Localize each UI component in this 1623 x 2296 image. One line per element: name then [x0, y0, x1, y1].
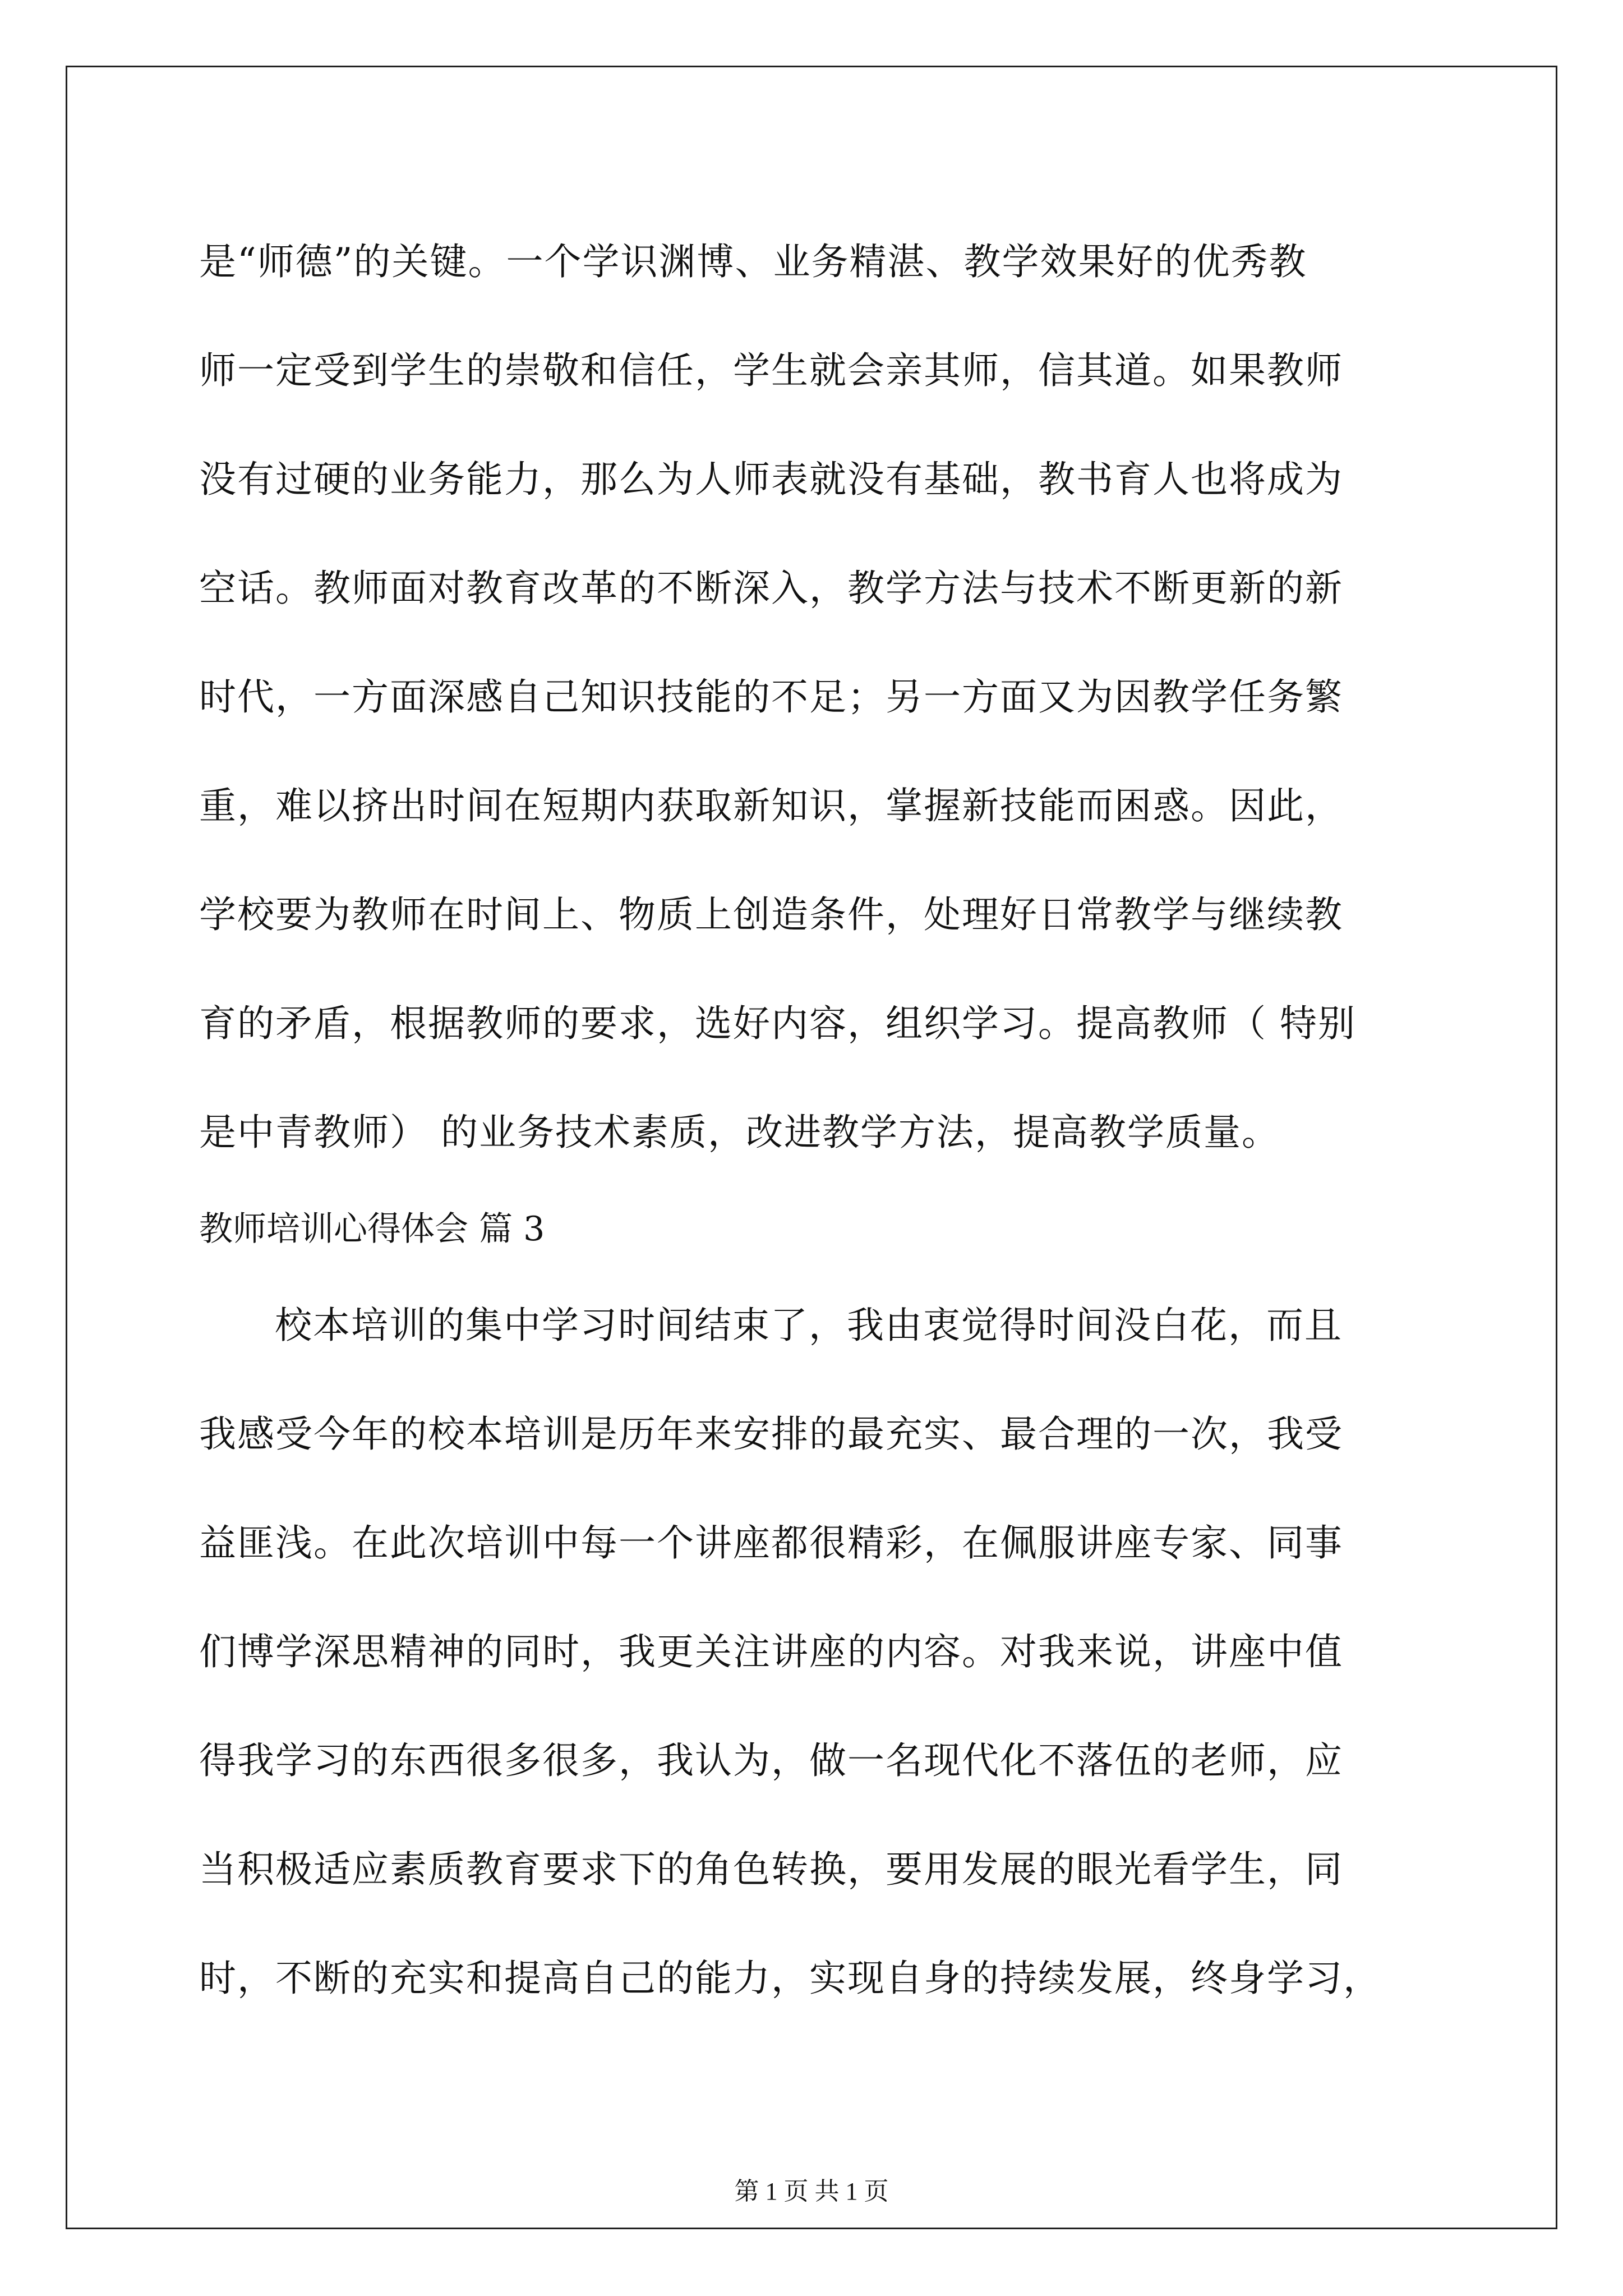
text-line: 育的矛盾，根据教师的要求，选好内容，组织学习。提高教师（ 特别 — [199, 1002, 1356, 1045]
text-line: 益匪浅。在此次培训中每一个讲座都很精彩，在佩服讲座专家、同事 — [199, 1521, 1343, 1565]
text-line: 是“师德”的关键。一个学识渊博、业务精湛、教学效果好的优秀教 — [199, 240, 1307, 283]
text-line: 得我学习的东西很多很多，我认为，做一名现代化不落伍的老师，应 — [199, 1739, 1343, 1782]
text-line: 师一定受到学生的崇敬和信任，学生就会亲其师，信其道。如果教师 — [199, 349, 1343, 392]
text-line: 时，不断的充实和提高自己的能力，实现自身的持续发展，终身学习， — [199, 1957, 1381, 2000]
text-line: 我感受今年的校本培训是历年来安排的最充实、最合理的一次，我受 — [199, 1412, 1343, 1456]
text-line: 时代，一方面深感自己知识技能的不足；另一方面又为因教学任务繁 — [199, 675, 1343, 719]
text-line: 学校要为教师在时间上、物质上创造条件，处理好日常教学与继续教 — [199, 893, 1343, 936]
page-footer: 第 1 页 共 1 页 — [734, 2178, 889, 2205]
document-body — [199, 208, 1438, 2033]
text-line: 当积极适应素质教育要求下的角色转换，要用发展的眼光看学生，同 — [199, 1848, 1343, 1891]
text-line: 空话。教师面对教育改革的不断深入，教学方法与技术不断更新的新 — [199, 567, 1343, 610]
text-line: 重，难以挤出时间在短期内获取新知识，掌握新技能而困惑。因此， — [199, 784, 1343, 827]
text-line: 们博学深思精神的同时，我更关注讲座的内容。对我来说，讲座中值 — [199, 1630, 1343, 1673]
text-line: 是中青教师） 的业务技术素质，改进教学方法，提高教学质量。 — [199, 1111, 1280, 1154]
paragraph-1 — [199, 208, 1438, 1187]
section-heading: 教师培训心得体会 篇 3 — [199, 1209, 545, 1249]
text-line: 没有过硬的业务能力，那么为人师表就没有基础，教书育人也将成为 — [199, 458, 1343, 501]
paragraph-2 — [199, 1271, 1438, 2033]
text-line: 校本培训的集中学习时间结束了，我由衷觉得时间没白花，而且 — [275, 1304, 1343, 1347]
